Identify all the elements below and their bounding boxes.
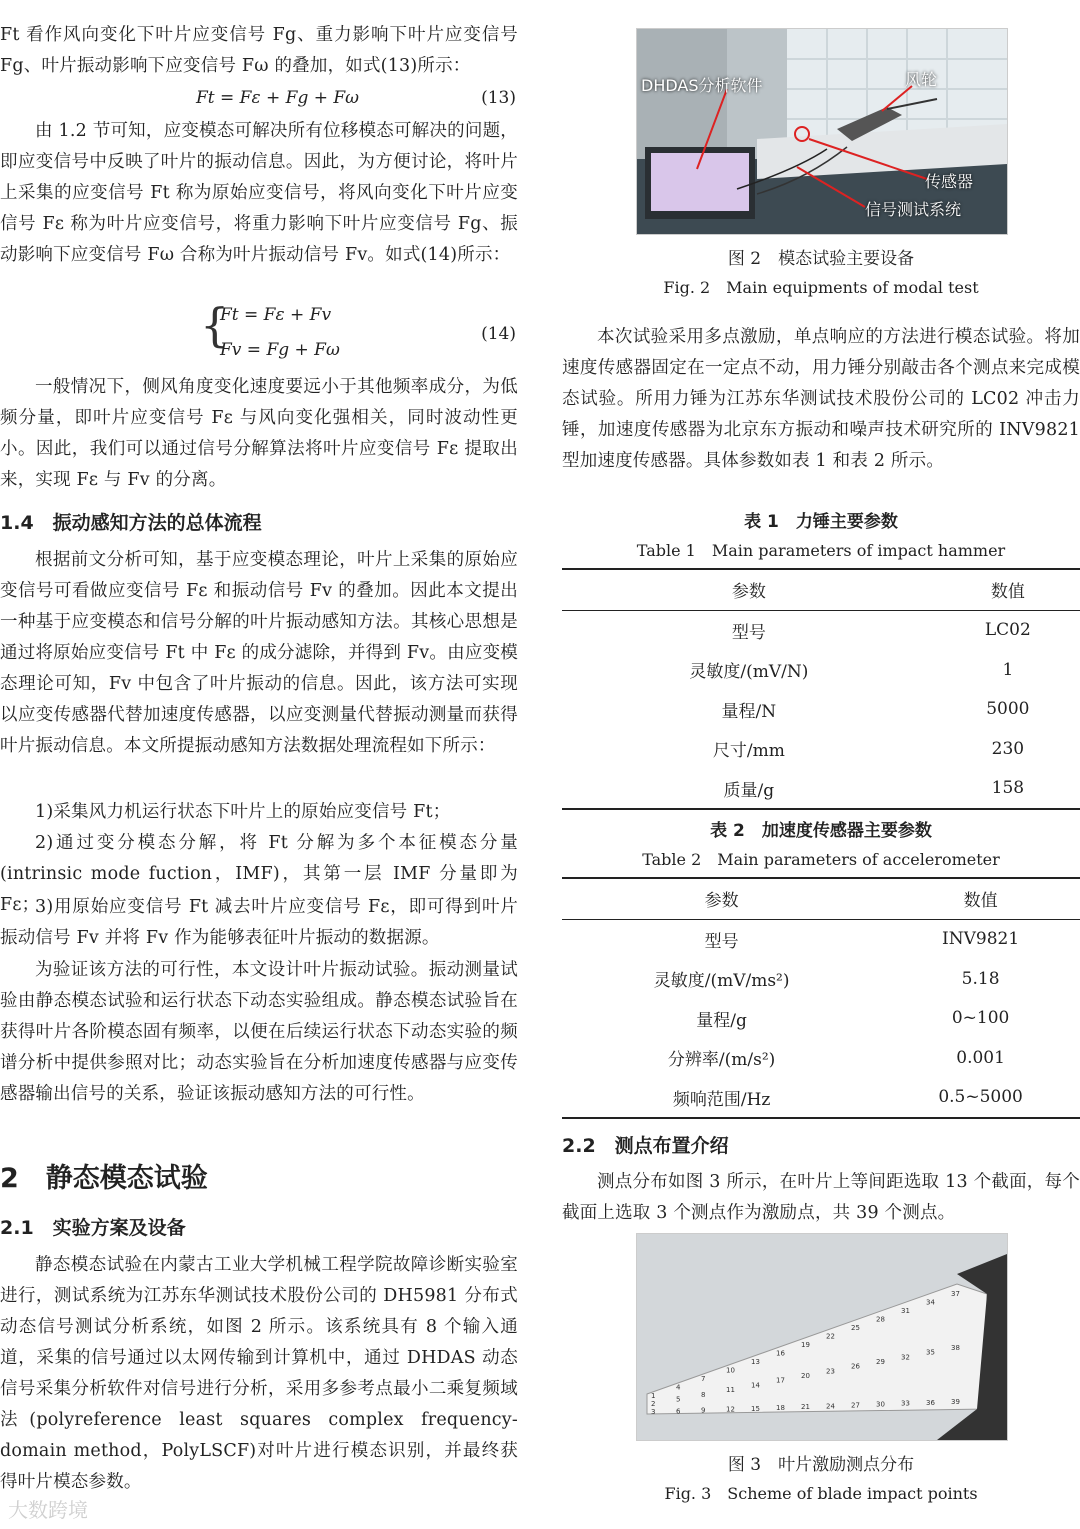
impact-point-label: 25 xyxy=(851,1324,860,1332)
equation-13: Ft = Fε + Fg + Fω xyxy=(196,88,360,108)
equation-brace: { xyxy=(200,298,230,352)
impact-point-label: 20 xyxy=(801,1372,810,1381)
impact-point-label: 39 xyxy=(951,1398,960,1406)
impact-point-label: 31 xyxy=(901,1307,910,1315)
impact-point-label: 30 xyxy=(876,1400,885,1409)
section-heading: 2.2 测点布置介绍 xyxy=(562,1135,729,1157)
figure-2-photo xyxy=(636,28,1008,235)
impact-point-label: 4 xyxy=(676,1383,681,1392)
table-cell: 型号 xyxy=(731,622,766,643)
impact-point-label: 12 xyxy=(726,1405,735,1414)
impact-point-label: 7 xyxy=(701,1375,706,1383)
section-heading: 1.4 振动感知方法的总体流程 xyxy=(0,512,262,534)
table-cell: 230 xyxy=(991,738,1025,759)
table-cell: 量程/g xyxy=(696,1010,747,1031)
table-row xyxy=(562,610,1080,650)
table-row xyxy=(562,650,1080,690)
column-header: 参数 xyxy=(731,582,766,603)
impact-point-label: 33 xyxy=(901,1399,910,1408)
table-cell: 灵敏度/(mV/N) xyxy=(689,662,809,683)
table-cell: INV9821 xyxy=(942,929,1020,950)
blade-illustration xyxy=(637,1234,1007,1440)
section-heading: 2.1 实验方案及设备 xyxy=(0,1217,186,1239)
impact-point-label: 3 xyxy=(651,1408,656,1417)
table-row xyxy=(562,1078,1080,1119)
figure-label: DHDAS分析软件 xyxy=(641,76,763,95)
paragraph: 为验证该方法的可行性，本文设计叶片振动试验。振动测量试验由静态模态试验和运行状态下动态实验组成。静态模态试验旨在获得叶片各阶模态固有频率，以便在后续运行状态下动态实验的频谱分析中提供参照对比；动态实验旨在分析加速度传感器与应变传感器输出信号的关系，验证该振动感知方法的可行性。 xyxy=(0,960,518,1104)
figure-caption: Fig. 3 Scheme of blade impact points xyxy=(664,1484,978,1503)
impact-point-label: 17 xyxy=(776,1376,785,1385)
table-cell: 158 xyxy=(991,778,1025,799)
table-1 xyxy=(562,568,1080,810)
impact-point-label: 14 xyxy=(751,1381,760,1390)
table-cell: 0.5~5000 xyxy=(938,1087,1023,1108)
paragraph: 根据前文分析可知，基于应变模态理论，叶片上采集的原始应变信号可看做应变信号 Fε 和振动信号 Fv 的叠加。因此本文提出一种基于应变模态和信号分解的叶片振动感知方法。其核心思想是通过将原始应变信号 Ft 中 Fε 的成分滤除，并得到 Fv。由应变模态理论可知，Fv 中包含了叶片振动的信息。因此，该方法可实现以应变传感器代替加速度传感器，以应变测量代替振动测量而获得叶片振动信息。本文所提振动感知方法数据处理流程如下所示： xyxy=(0,550,518,756)
table-cell: 5000 xyxy=(986,699,1030,720)
table-row xyxy=(562,919,1080,959)
impact-point-label: 21 xyxy=(801,1403,810,1412)
impact-point-label: 13 xyxy=(751,1358,760,1366)
impact-point-label: 29 xyxy=(876,1358,885,1366)
impact-point-label: 24 xyxy=(826,1402,835,1411)
list-item: 1)采集风力机运行状态下叶片上的原始应变信号 Ft； xyxy=(35,802,451,822)
table-cell: 尺寸/mm xyxy=(712,741,785,762)
impact-point-label: 5 xyxy=(676,1395,681,1404)
impact-point-label: 11 xyxy=(726,1386,735,1395)
impact-point-label: 22 xyxy=(826,1332,835,1341)
table-row xyxy=(562,999,1080,1039)
equation-14a: Ft = Fε + Fv xyxy=(220,305,332,325)
paragraph: 本次试验采用多点激励，单点响应的方法进行模态试验。将加速度传感器固定在一定点不动，用力锤分别敲击各个测点来完成模态试验。所用力锤为江苏东华测试技术股份公司的 LC02 冲击力锤，加速度传感器为北京东方振动和噪声技术研究所的 INV9821 型加速度传感器。具体参数如表 1 和表 2 所示。 xyxy=(562,327,1080,471)
table-cell: 灵敏度/(mV/ms²) xyxy=(653,971,790,992)
impact-point-label: 26 xyxy=(851,1362,860,1371)
list-item: 3)用原始应变信号 Ft 减去叶片应变信号 Fε，即可得到叶片振动信号 Fv 并将 Fv 作为能够表征叶片振动的数据源。 xyxy=(0,897,518,948)
paragraph: 一般情况下，侧风角度变化速度要远小于其他频率成分，为低频分量，即叶片应变信号 Fε 与风向变化强相关，同时波动性更小。因此，我们可以通过信号分解算法将叶片应变信号 Fε 提取出来，实现 Fε 与 Fv 的分离。 xyxy=(0,377,518,490)
figure-caption: 图 3 叶片激励测点分布 xyxy=(727,1455,915,1475)
equation-number: (14) xyxy=(481,324,516,344)
impact-point-label: 28 xyxy=(876,1315,885,1324)
table-2 xyxy=(562,877,1080,1119)
impact-point-label: 37 xyxy=(951,1290,960,1298)
table-header-row xyxy=(562,878,1080,919)
impact-point-label: 27 xyxy=(851,1401,860,1410)
column-header: 数值 xyxy=(990,582,1025,603)
table-cell: LC02 xyxy=(984,620,1031,641)
table-cell: 0.001 xyxy=(956,1047,1005,1068)
impact-point-label: 35 xyxy=(926,1348,935,1357)
impact-point-label: 9 xyxy=(701,1406,706,1415)
impact-point-label: 15 xyxy=(751,1404,760,1413)
figure-caption: Fig. 2 Main equipments of modal test xyxy=(663,278,979,297)
table-cell: 型号 xyxy=(704,931,739,952)
table-cell: 0~100 xyxy=(951,1008,1010,1029)
impact-point-label: 34 xyxy=(926,1298,935,1307)
figure-label: 风轮 xyxy=(905,70,938,89)
column-header: 数值 xyxy=(963,891,998,912)
impact-point-label: 23 xyxy=(826,1367,835,1376)
impact-point-label: 19 xyxy=(801,1341,810,1349)
table-row xyxy=(562,769,1080,810)
column-header: 参数 xyxy=(704,891,739,912)
table-cell: 1 xyxy=(1002,659,1014,680)
impact-point-label: 8 xyxy=(701,1390,706,1399)
table-row xyxy=(562,729,1080,769)
impact-point-label: 16 xyxy=(776,1349,785,1358)
impact-point-label: 1 xyxy=(651,1392,656,1400)
impact-point-label: 6 xyxy=(676,1407,681,1416)
table-cell: 分辨率/(m/s²) xyxy=(667,1050,776,1071)
table-cell: 质量/g xyxy=(723,780,775,801)
table-caption: Table 2 Main parameters of accelerometer xyxy=(642,850,1000,869)
table-caption: 表 2 加速度传感器主要参数 xyxy=(710,821,932,841)
list-item: 2)通过变分模态分解，将 Ft 分解为多个本征模态分量(intrinsic mode fuction，IMF)，其第一层 IMF 分量即为 Fε； xyxy=(0,833,518,915)
table-row xyxy=(562,959,1080,999)
equation-number: (13) xyxy=(481,88,516,108)
figure-label: 传感器 xyxy=(925,172,974,191)
paragraph: 测点分布如图 3 所示，在叶片上等间距选取 13 个截面，每个截面上选取 3 个测点作为激励点，共 39 个测点。 xyxy=(562,1172,1080,1223)
watermark: 大数跨境 xyxy=(8,1498,88,1522)
impact-point-label: 32 xyxy=(901,1353,910,1362)
paragraph: 由 1.2 节可知，应变模态可解决所有位移模态可解决的问题，即应变信号中反映了叶片的振动信息。因此，为方便讨论，将叶片上采集的应变信号 Ft 称为原始应变信号，将风向变化下叶片应变信号 Fε 称为叶片应变信号，将重力影响下叶片应变信号 Fg、振动影响下应变信号 Fω 合称为叶片振动信号 Fv。如式(14)所示： xyxy=(0,121,518,265)
table-row xyxy=(562,1038,1080,1078)
table-cell: 量程/N xyxy=(721,701,777,722)
impact-point-label: 36 xyxy=(926,1398,935,1407)
table-cell: 频响范围/Hz xyxy=(672,1089,771,1110)
paragraph: Ft 看作风向变化下叶片应变信号 Fg、重力影响下叶片应变信号 Fg、叶片振动影响下应变信号 Fω 的叠加，如式(13)所示： xyxy=(0,25,518,76)
impact-point-label: 2 xyxy=(651,1400,656,1409)
impact-point-label: 18 xyxy=(776,1403,785,1412)
figure-caption: 图 2 模态试验主要设备 xyxy=(727,249,915,269)
figure-3-photo xyxy=(636,1233,1008,1441)
figure-label: 信号测试系统 xyxy=(865,200,962,219)
table-row xyxy=(562,690,1080,730)
equation-14b: Fv = Fg + Fω xyxy=(220,340,340,360)
table-cell: 5.18 xyxy=(961,968,1000,989)
table-header-row xyxy=(562,569,1080,610)
impact-point-label: 38 xyxy=(951,1344,960,1352)
impact-point-label: 10 xyxy=(726,1366,735,1375)
paragraph: 静态模态试验在内蒙古工业大学机械工程学院故障诊断实验室进行，测试系统为江苏东华测试技术股份公司的 DH5981 分布式动态信号测试分析系统，如图 2 所示。该系统具有 8 个输入通道，采集的信号通过以太网传输到计算机中，通过 DHDAS 动态信号采集分析软件对信号进行分析，采用多参考点最小二乘复频域法(polyreference least squares complex frequency-domain method，PolyLSCF)对叶片进行模态识别，并最终获得叶片模态参数。 xyxy=(0,1255,518,1492)
table-caption: Table 1 Main parameters of impact hammer xyxy=(636,541,1006,560)
table-caption: 表 1 力锤主要参数 xyxy=(744,512,898,532)
section-heading: 2 静态模态试验 xyxy=(0,1163,208,1194)
